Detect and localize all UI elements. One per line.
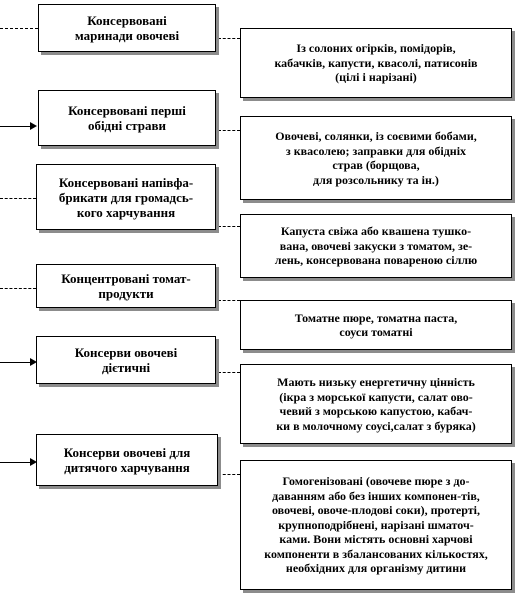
description-box-5: Мають низьку енергетичну цінність (ікра з морської капусти, салат ово- чевий з морською капустою, кабач- ки в молочному соусі,салат з буряка) [240,364,512,444]
category-box-5: Консерви овочеві дієтичні [36,336,216,384]
link-3 [218,226,240,227]
connector-3 [0,198,36,199]
description-box-1: Із солоних огірків, помідорів, кабачків, капусти, квасолі, патисонів (цілі і нарізані) [240,28,512,98]
connector-2 [0,126,30,127]
connector-1 [0,28,38,29]
description-box-3: Капуста свіжа або квашена тушко- вана, овочеві закуски з томатом, зе- лень, консервована повареною сіллю [240,214,512,278]
category-box-1: Консервовані маринади овочеві [38,4,216,52]
connector-4 [0,288,36,289]
link-5 [218,372,240,373]
arrow-head-2 [30,122,37,130]
link-1 [218,38,240,39]
link-6 [218,474,240,475]
category-box-6: Консерви овочеві для дитячого харчування [36,434,218,486]
connector-6 [0,462,30,463]
link-2 [218,130,240,131]
connector-5 [0,362,30,363]
description-box-2: Овочеві, солянки, із соєвими бобами, з квасолею; заправки для обідніх страв (борщова, для розсольнику та ін.) [240,116,512,200]
category-box-3: Консервовані напівфа- брикати для громадсь- кого харчування [36,164,216,230]
category-box-4: Концентровані томат- продукти [36,264,216,308]
category-box-2: Консервовані перші обідні страви [38,90,216,146]
description-box-4: Томатне пюре, томатна паста, соуси томатні [240,300,512,350]
description-box-6: Гомогенізовані (овочеве пюре з до- даванням або без інших компонен-тів, овочеві, овоче-плодові соки), протерті, крупноподрібнені, нарізані шматоч- ками. Вони містять основні харчові компоненти в збалансованих кількостях, необхідних для організму дитини [240,460,512,590]
link-4 [218,300,240,301]
